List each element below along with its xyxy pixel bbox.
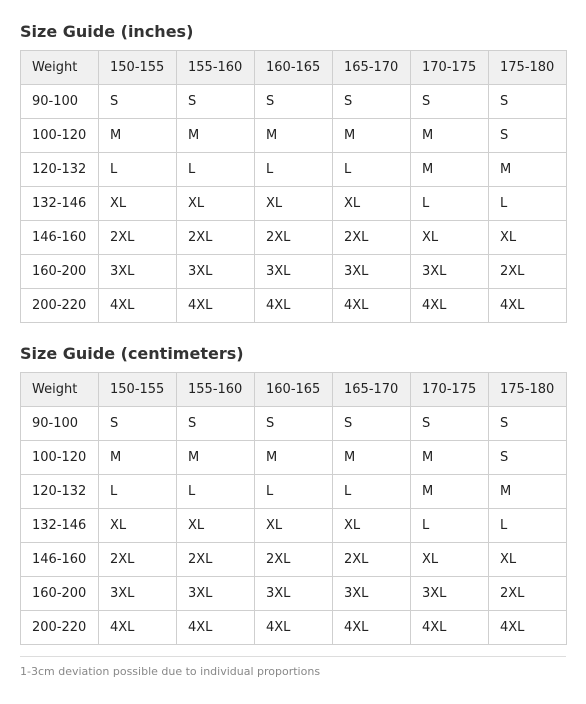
size-cell: 4XL: [489, 289, 567, 323]
size-cell: M: [411, 119, 489, 153]
size-cell: L: [99, 153, 177, 187]
size-cell: 3XL: [411, 577, 489, 611]
size-cell: 3XL: [255, 577, 333, 611]
size-cell: S: [411, 407, 489, 441]
size-cell: 2XL: [177, 543, 255, 577]
weight-cell: 90-100: [21, 85, 99, 119]
table-row: [21, 221, 567, 255]
size-cell: 4XL: [333, 611, 411, 645]
size-cell: XL: [177, 187, 255, 221]
weight-cell: 200-220: [21, 289, 99, 323]
size-cell: 3XL: [99, 255, 177, 289]
size-cell: 2XL: [489, 577, 567, 611]
size-cell: L: [177, 475, 255, 509]
size-cell: L: [99, 475, 177, 509]
size-cell: S: [99, 407, 177, 441]
size-cell: S: [411, 85, 489, 119]
size-cell: XL: [411, 221, 489, 255]
size-cell: M: [411, 441, 489, 475]
size-cell: XL: [255, 187, 333, 221]
header-height: 160-165: [255, 51, 333, 85]
header-height: 175-180: [489, 373, 567, 407]
table-row: [21, 119, 567, 153]
size-cell: L: [255, 153, 333, 187]
size-cell: 4XL: [177, 611, 255, 645]
size-cell: 4XL: [255, 289, 333, 323]
table-row: [21, 509, 567, 543]
size-cell: 4XL: [99, 289, 177, 323]
size-cell: 2XL: [333, 543, 411, 577]
header-weight: Weight: [21, 373, 99, 407]
size-cell: XL: [255, 509, 333, 543]
table-row: [21, 577, 567, 611]
size-cell: S: [255, 407, 333, 441]
size-cell: 3XL: [411, 255, 489, 289]
size-cell: 3XL: [177, 577, 255, 611]
size-cell: S: [99, 85, 177, 119]
size-cell: 4XL: [411, 611, 489, 645]
size-guide-inches-title: Size Guide (inches): [20, 22, 194, 41]
size-table-centimeters: [20, 372, 567, 645]
size-cell: 4XL: [333, 289, 411, 323]
size-cell: 2XL: [177, 221, 255, 255]
header-height: 175-180: [489, 51, 567, 85]
size-cell: L: [333, 153, 411, 187]
size-cell: S: [177, 407, 255, 441]
size-cell: L: [489, 509, 567, 543]
size-cell: S: [489, 407, 567, 441]
size-cell: 3XL: [99, 577, 177, 611]
header-height: 160-165: [255, 373, 333, 407]
weight-cell: 146-160: [21, 543, 99, 577]
size-cell: 2XL: [99, 221, 177, 255]
size-cell: M: [411, 475, 489, 509]
table-row: [21, 543, 567, 577]
size-cell: XL: [489, 221, 567, 255]
size-cell: 2XL: [333, 221, 411, 255]
size-cell: S: [489, 85, 567, 119]
size-guide-centimeters-title: Size Guide (centimeters): [20, 344, 244, 363]
size-cell: L: [255, 475, 333, 509]
table-row: [21, 475, 567, 509]
header-height: 150-155: [99, 373, 177, 407]
size-cell: 3XL: [333, 255, 411, 289]
header-height: 150-155: [99, 51, 177, 85]
size-cell: XL: [333, 509, 411, 543]
weight-cell: 100-120: [21, 119, 99, 153]
size-guide-inches-section: [20, 20, 566, 313]
size-guide-centimeters-section: [20, 342, 566, 635]
size-cell: S: [489, 119, 567, 153]
footnote: 1-3cm deviation possible due to individual proportions: [20, 665, 321, 678]
weight-cell: 200-220: [21, 611, 99, 645]
weight-cell: 160-200: [21, 255, 99, 289]
size-cell: 4XL: [99, 611, 177, 645]
header-weight: Weight: [21, 51, 99, 85]
table-row: [21, 289, 567, 323]
weight-cell: 132-146: [21, 509, 99, 543]
size-cell: 2XL: [489, 255, 567, 289]
size-cell: L: [489, 187, 567, 221]
footnote-divider: [20, 656, 566, 657]
size-cell: XL: [177, 509, 255, 543]
size-table-inches: [20, 50, 567, 323]
size-cell: L: [411, 187, 489, 221]
size-cell: L: [411, 509, 489, 543]
size-cell: L: [177, 153, 255, 187]
size-cell: 3XL: [255, 255, 333, 289]
weight-cell: 160-200: [21, 577, 99, 611]
size-cell: M: [99, 441, 177, 475]
size-cell: 4XL: [255, 611, 333, 645]
size-cell: M: [333, 119, 411, 153]
table-row: [21, 611, 567, 645]
size-cell: S: [333, 407, 411, 441]
size-cell: 4XL: [411, 289, 489, 323]
header-height: 170-175: [411, 373, 489, 407]
table-row: [21, 407, 567, 441]
weight-cell: 100-120: [21, 441, 99, 475]
table-header-row: [21, 373, 567, 407]
size-cell: L: [333, 475, 411, 509]
header-height: 155-160: [177, 51, 255, 85]
size-cell: S: [255, 85, 333, 119]
header-height: 165-170: [333, 373, 411, 407]
weight-cell: 146-160: [21, 221, 99, 255]
table-row: [21, 85, 567, 119]
weight-cell: 132-146: [21, 187, 99, 221]
size-cell: XL: [99, 187, 177, 221]
table-header-row: [21, 51, 567, 85]
size-cell: XL: [99, 509, 177, 543]
weight-cell: 90-100: [21, 407, 99, 441]
size-cell: S: [333, 85, 411, 119]
size-cell: 4XL: [177, 289, 255, 323]
header-height: 155-160: [177, 373, 255, 407]
size-cell: M: [255, 441, 333, 475]
size-cell: M: [333, 441, 411, 475]
size-cell: M: [489, 153, 567, 187]
size-cell: S: [489, 441, 567, 475]
size-cell: M: [99, 119, 177, 153]
size-cell: M: [177, 119, 255, 153]
size-cell: 3XL: [177, 255, 255, 289]
table-row: [21, 441, 567, 475]
header-height: 170-175: [411, 51, 489, 85]
size-cell: 2XL: [99, 543, 177, 577]
weight-cell: 120-132: [21, 475, 99, 509]
size-cell: M: [177, 441, 255, 475]
table-row: [21, 153, 567, 187]
size-cell: 2XL: [255, 221, 333, 255]
table-row: [21, 187, 567, 221]
size-cell: 3XL: [333, 577, 411, 611]
header-height: 165-170: [333, 51, 411, 85]
size-cell: M: [255, 119, 333, 153]
weight-cell: 120-132: [21, 153, 99, 187]
table-row: [21, 255, 567, 289]
size-cell: 4XL: [489, 611, 567, 645]
size-cell: XL: [411, 543, 489, 577]
size-cell: 2XL: [255, 543, 333, 577]
size-cell: M: [489, 475, 567, 509]
size-cell: XL: [333, 187, 411, 221]
size-cell: XL: [489, 543, 567, 577]
size-cell: S: [177, 85, 255, 119]
size-cell: M: [411, 153, 489, 187]
